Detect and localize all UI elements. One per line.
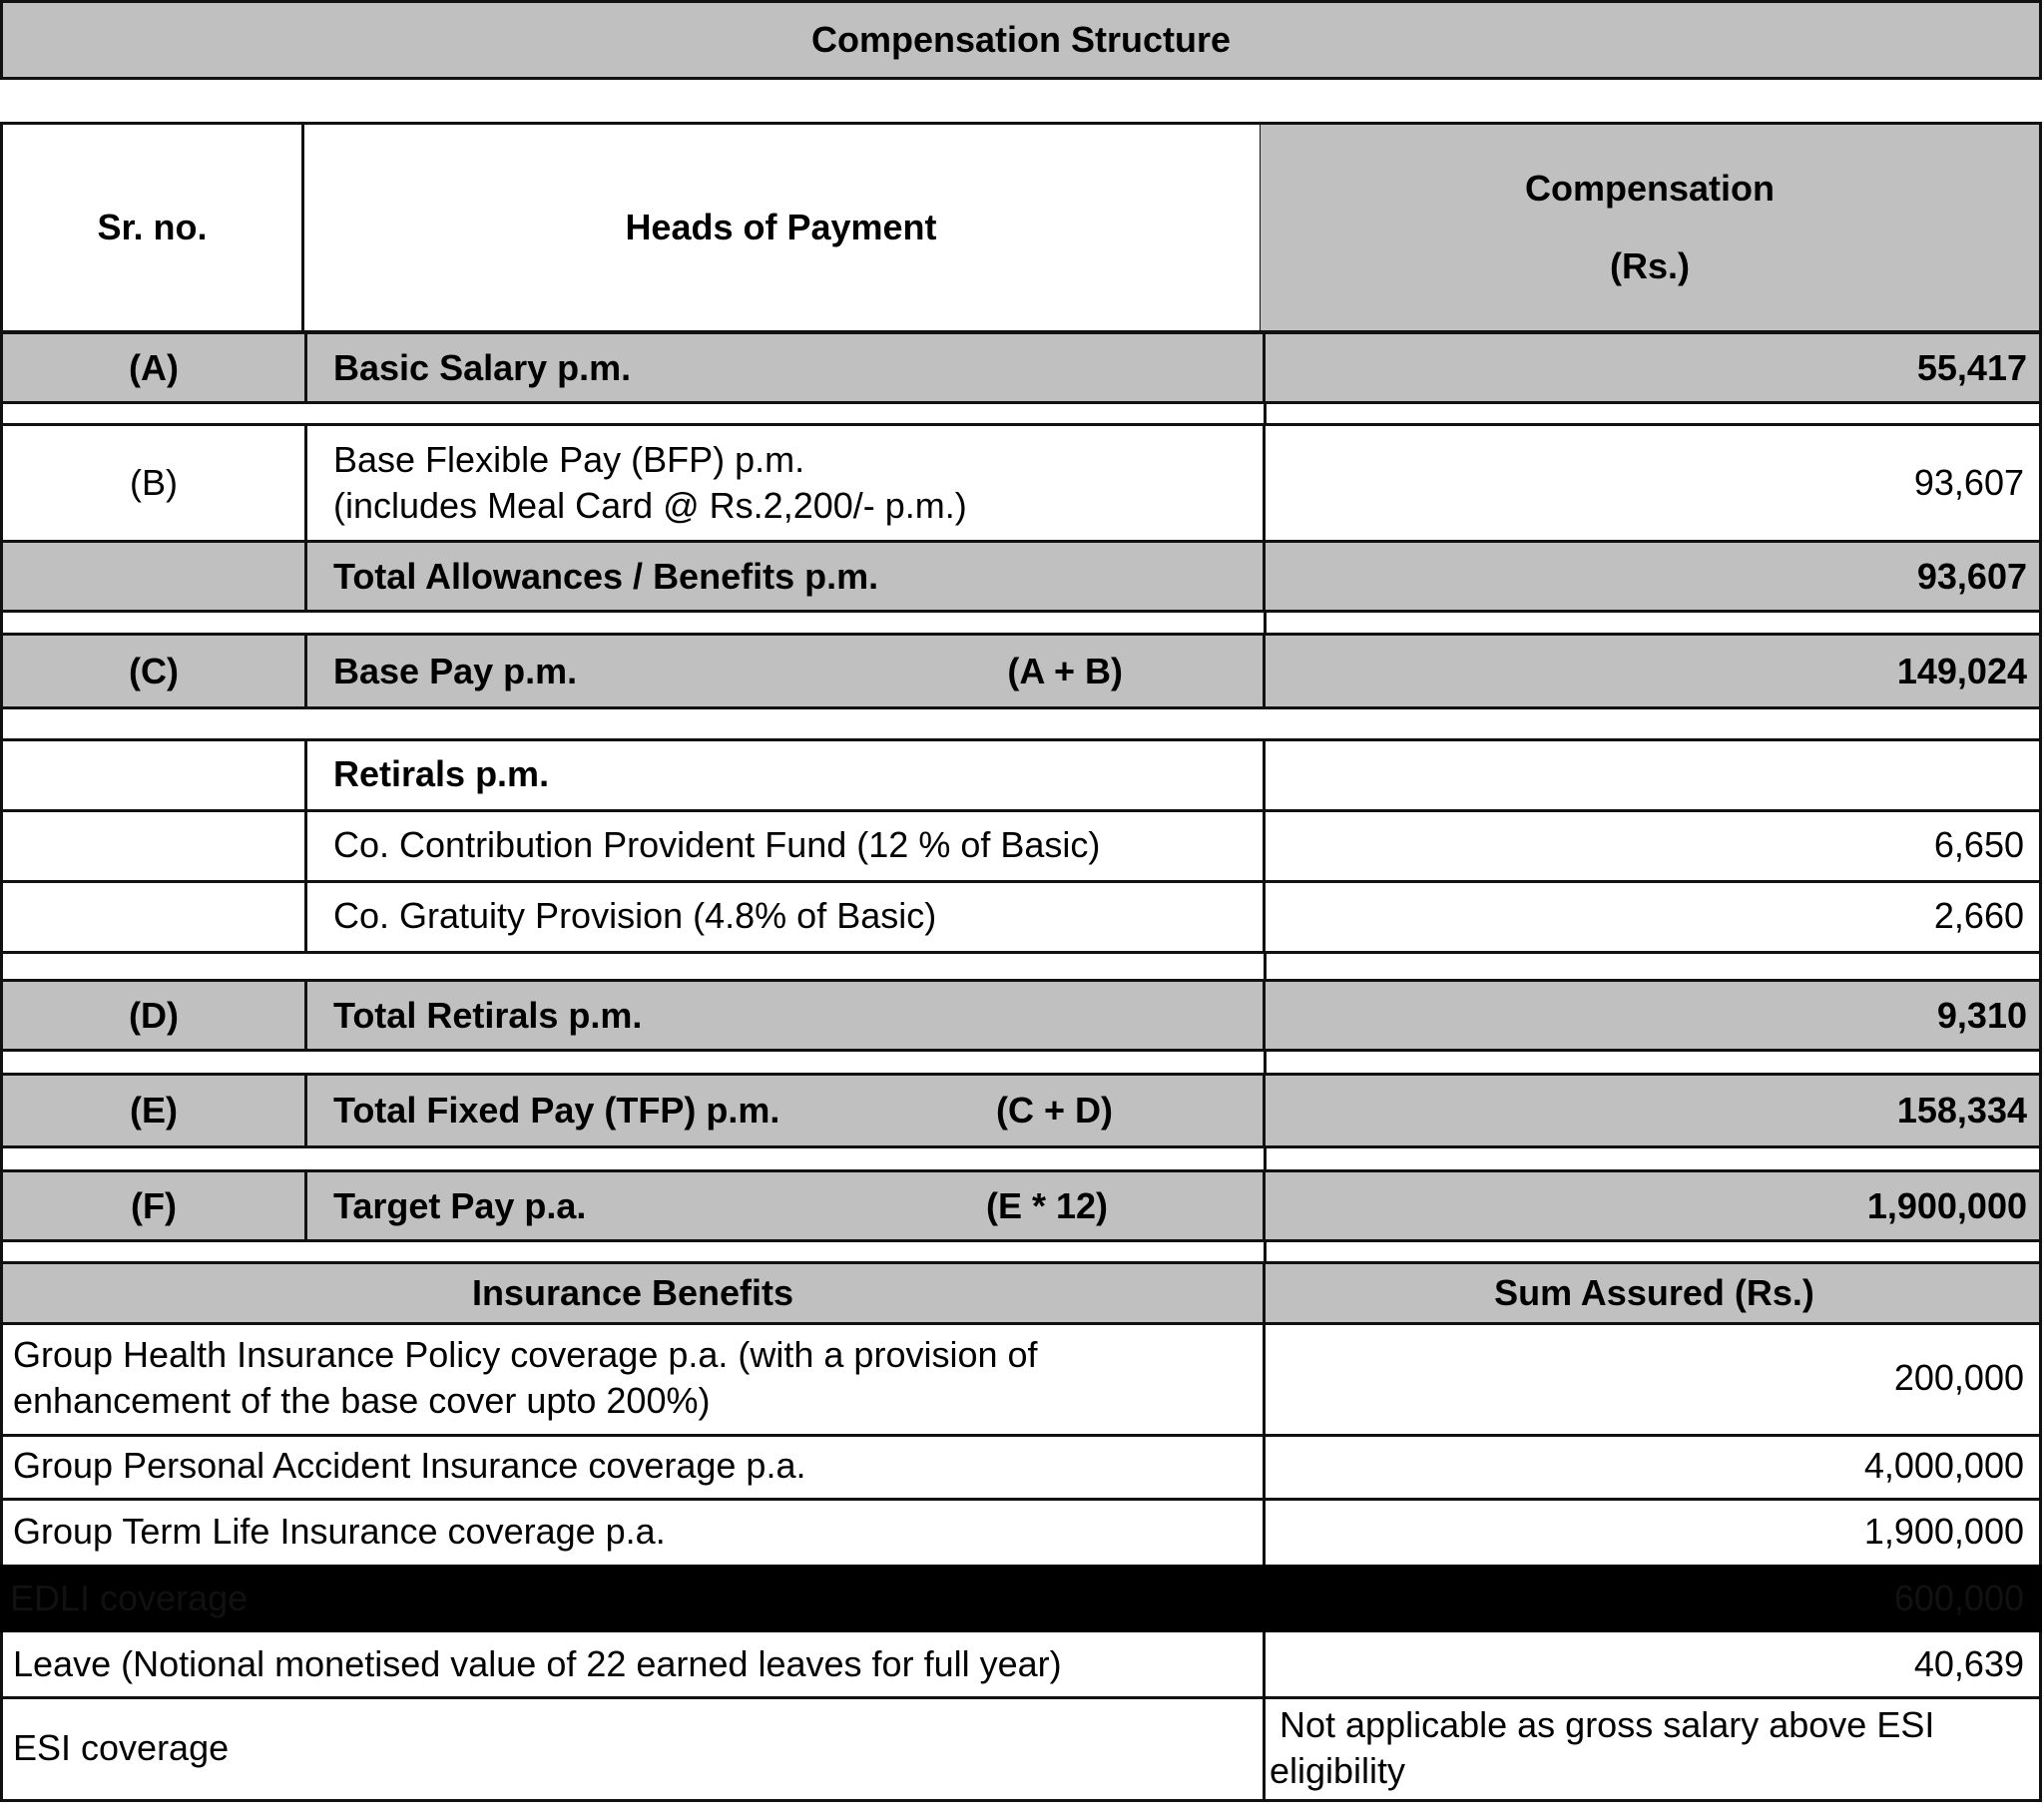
row-tfp [0,1073,2042,1148]
base-pay-formula: (A + B) [1007,650,1123,691]
term-life-label: Group Term Life Insurance coverage p.a. [3,1498,1266,1565]
title-row [0,0,2042,80]
leave-label: Leave (Notional monetised value of 22 earned leaves for full year) [3,1632,1266,1696]
base-pay-text: Base Pay p.m. [333,650,578,691]
gratuity-value: 2,660 [1933,894,2024,936]
bfp-label-line2: (includes Meal Card @ Rs.2,200/- p.m.) [333,484,967,526]
total-allowances-value: 93,607 [1916,555,2027,597]
accident-insurance-value: 4,000,000 [1863,1445,2024,1486]
esi-label: ESI coverage [3,1696,1266,1799]
sr-d: (D) [3,982,307,1049]
row-leave [0,1632,2042,1699]
retirals-label: Retirals p.m. [305,738,1266,809]
sr-c: (C) [3,636,307,706]
col-header-compensation [1261,125,2042,330]
base-pay-label [305,636,1266,706]
row-gratuity [0,880,2042,954]
pf-value: 6,650 [1933,823,2024,865]
target-pay-formula: (E * 12) [985,1184,1108,1226]
row-basic-salary [0,331,2042,404]
row-target-pay [0,1169,2042,1242]
sum-assured-header: Sum Assured (Rs.) [1494,1272,1814,1313]
sr-f: (F) [3,1172,307,1239]
row-accident-insurance [0,1434,2042,1501]
esi-value-line2: eligibility [1270,1749,1406,1791]
tfp-formula: (C + D) [996,1090,1113,1131]
health-insurance-label [3,1322,1266,1434]
basic-salary-label: Basic Salary p.m. [305,334,1266,401]
header-row [0,122,2042,333]
esi-value [1264,1696,2042,1799]
target-pay-text: Target Pay p.a. [333,1184,587,1226]
accident-insurance-label: Group Personal Accident Insurance coverage p.a. [3,1434,1266,1498]
bfp-value: 93,607 [1913,461,2024,503]
bfp-label-line1: Base Flexible Pay (BFP) p.m. [333,438,805,480]
row-total-retirals [0,979,2042,1052]
spacer-row [0,613,2042,635]
row-insurance-header [0,1261,2042,1325]
tfp-text: Total Fixed Pay (TFP) p.m. [333,1090,780,1131]
row-health-insurance [0,1322,2042,1437]
spacer-row [0,954,2042,982]
target-pay-value: 1,900,000 [1866,1184,2027,1226]
term-life-value: 1,900,000 [1863,1510,2024,1552]
tfp-label [305,1076,1266,1145]
row-total-allowances [0,540,2042,613]
row-base-pay [0,633,2042,709]
health-label-line2: enhancement of the base cover upto 200%) [13,1380,711,1421]
compensation-header-line2: (Rs.) [1610,245,1690,286]
row-term-life [0,1498,2042,1565]
gratuity-label: Co. Gratuity Provision (4.8% of Basic) [305,880,1266,951]
sr-a: (A) [3,334,307,401]
target-pay-label [305,1172,1266,1239]
page-title: Compensation Structure [810,19,1232,60]
basic-salary-value: 55,417 [1916,346,2027,388]
redacted-value: 600,000 [1893,1578,2024,1618]
health-label-line1: Group Health Insurance Policy coverage p.a. (with a provision of [13,1334,1038,1375]
col-header-sr: Sr. no. [0,125,304,330]
tfp-value: 158,334 [1896,1090,2027,1131]
leave-value: 40,639 [1913,1643,2024,1684]
base-pay-value: 149,024 [1896,650,2027,691]
health-insurance-value: 200,000 [1893,1357,2024,1398]
insurance-header-label: Insurance Benefits [3,1264,1266,1322]
sr-b: (B) [3,423,307,542]
total-allowances-label: Total Allowances / Benefits p.m. [305,543,1266,610]
bfp-label [305,423,1266,542]
row-esi [0,1696,2042,1802]
redacted-label: EDLI coverage [10,1578,249,1618]
spacer-row [0,709,2042,741]
row-retirals-header [0,738,2042,812]
compensation-header-line1: Compensation [1524,168,1775,209]
sr-e: (E) [3,1076,307,1145]
col-header-heads: Heads of Payment [302,125,1263,330]
row-redacted [0,1565,2042,1632]
esi-value-line1: Not applicable as gross salary above ESI [1279,1703,1935,1745]
row-pf [0,809,2042,883]
total-retirals-label: Total Retirals p.m. [305,982,1266,1049]
row-bfp [0,423,2042,542]
total-retirals-value: 9,310 [1936,994,2027,1036]
pf-label: Co. Contribution Provident Fund (12 % of Basic) [305,809,1266,880]
